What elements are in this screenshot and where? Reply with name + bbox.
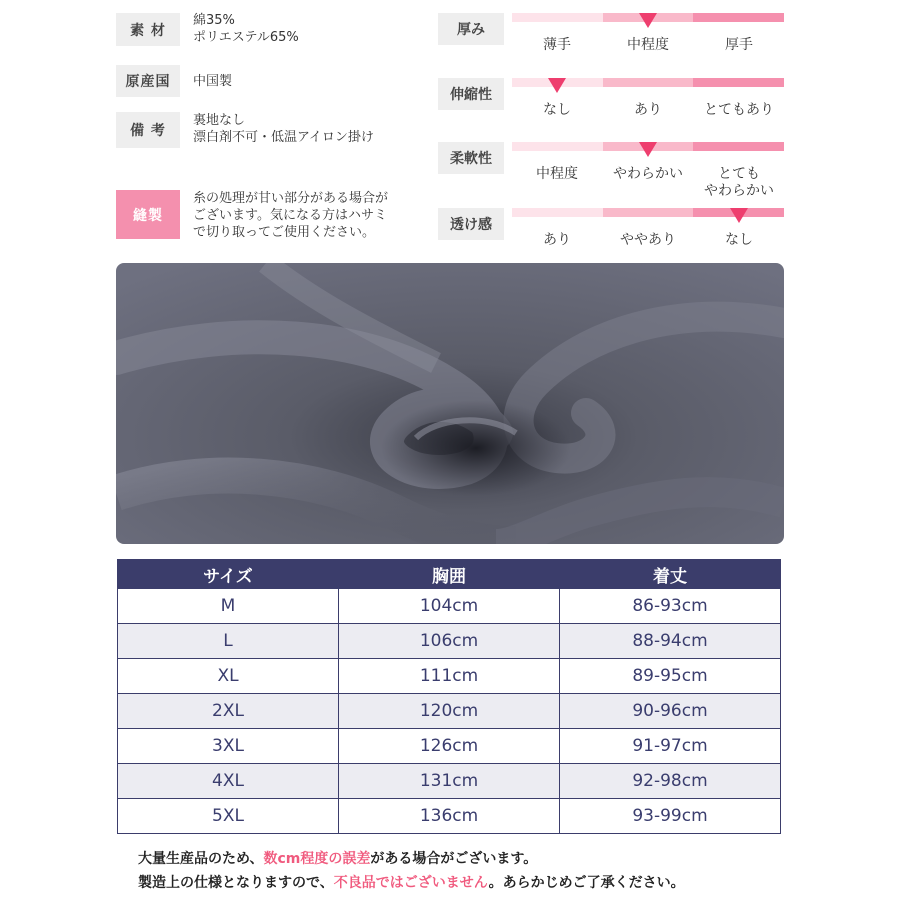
size-header-chest: 胸囲 [339,560,560,589]
spec-label-origin: 原産国 [116,65,180,97]
spec-value-remarks [193,112,374,146]
spec-value-line: 糸の処理が甘い部分がある場合が [193,191,389,206]
note-text: 製造上の仕様となりますので、 [138,875,334,891]
table-row [118,589,781,624]
spec-value-line: 裏地なし [193,113,246,128]
note-line-2 [138,872,685,892]
spec-value-origin [193,73,232,90]
rating-marker-icon [548,78,566,93]
size-cell: 5XL [118,799,339,834]
rating-bar-segment [603,208,694,217]
rating-option: 中程度 [627,37,669,53]
spec-value-sewing [193,190,388,241]
rating-option: 薄手 [543,37,571,53]
length-cell: 89-95cm [560,659,781,694]
rating-marker-icon [730,208,748,223]
spec-value-line: 綿35% [193,13,235,28]
rating-option: とてもあり [704,102,774,118]
rating-option: 中程度 [536,166,578,182]
note-highlight: 不良品ではございません [333,875,489,891]
size-table-body [118,589,781,834]
table-row [118,659,781,694]
spec-value-material [193,12,299,46]
rating-label: 透け感 [438,208,504,240]
rating-bar-segment [693,142,784,151]
spec-value-line: 中国製 [193,74,233,89]
size-table [117,559,781,834]
size-cell: 3XL [118,729,339,764]
note-text: がある場合がございます。 [370,851,538,867]
spec-value-line: ございます。気になる方はハサミ [193,208,387,223]
size-header-length: 着丈 [560,560,781,589]
fabric-photo [116,263,784,544]
table-row [118,799,781,834]
length-cell: 88-94cm [560,624,781,659]
length-cell: 91-97cm [560,729,781,764]
rating-label: 伸縮性 [438,78,504,110]
rating-bar-segment [512,13,603,22]
chest-cell: 120cm [339,694,560,729]
rating-bar-segment [693,13,784,22]
chest-cell: 126cm [339,729,560,764]
size-cell: M [118,589,339,624]
spec-label-sewing: 縫製 [116,190,180,239]
note-highlight: 数cm程度の誤差 [263,851,371,867]
table-row [118,729,781,764]
chest-cell: 136cm [339,799,560,834]
rating-option: なし [725,232,753,248]
size-cell: XL [118,659,339,694]
rating-option: やわらかい [613,166,683,182]
rating-label: 厚み [438,13,504,45]
length-cell: 86-93cm [560,589,781,624]
length-cell: 93-99cm [560,799,781,834]
rating-bar-segment [512,208,603,217]
spec-value-line: 漂白剤不可・低温アイロン掛け [193,130,374,145]
rating-marker-icon [639,142,657,157]
note-text: 大量生産品のため、 [138,851,264,867]
spec-value-line: ポリエステル65% [193,30,299,45]
rating-option: ややあり [620,232,676,248]
chest-cell: 111cm [339,659,560,694]
rating-option: あり [634,102,662,118]
table-row [118,694,781,729]
size-header-size: サイズ [118,560,339,589]
rating-option: とても やわらかい [704,166,774,199]
size-cell: L [118,624,339,659]
rating-option: あり [543,232,571,248]
chest-cell: 106cm [339,624,560,659]
rating-marker-icon [639,13,657,28]
spec-label-remarks: 備 考 [116,112,180,148]
spec-value-line: で切り取ってご使用ください。 [193,225,376,240]
table-row [118,624,781,659]
rating-option: 厚手 [725,37,753,53]
rating-bar-segment [512,142,603,151]
rating-option: なし [543,102,571,118]
chest-cell: 104cm [339,589,560,624]
rating-bar-segment [693,78,784,87]
note-text: 。あらかじめご了承ください。 [488,875,685,891]
table-row [118,764,781,799]
length-cell: 90-96cm [560,694,781,729]
size-cell: 2XL [118,694,339,729]
rating-bar-segment [603,78,694,87]
rating-label: 柔軟性 [438,142,504,174]
length-cell: 92-98cm [560,764,781,799]
size-cell: 4XL [118,764,339,799]
size-table-header-row [118,560,781,589]
note-line-1 [138,848,537,868]
chest-cell: 131cm [339,764,560,799]
spec-label-material: 素 材 [116,13,180,46]
